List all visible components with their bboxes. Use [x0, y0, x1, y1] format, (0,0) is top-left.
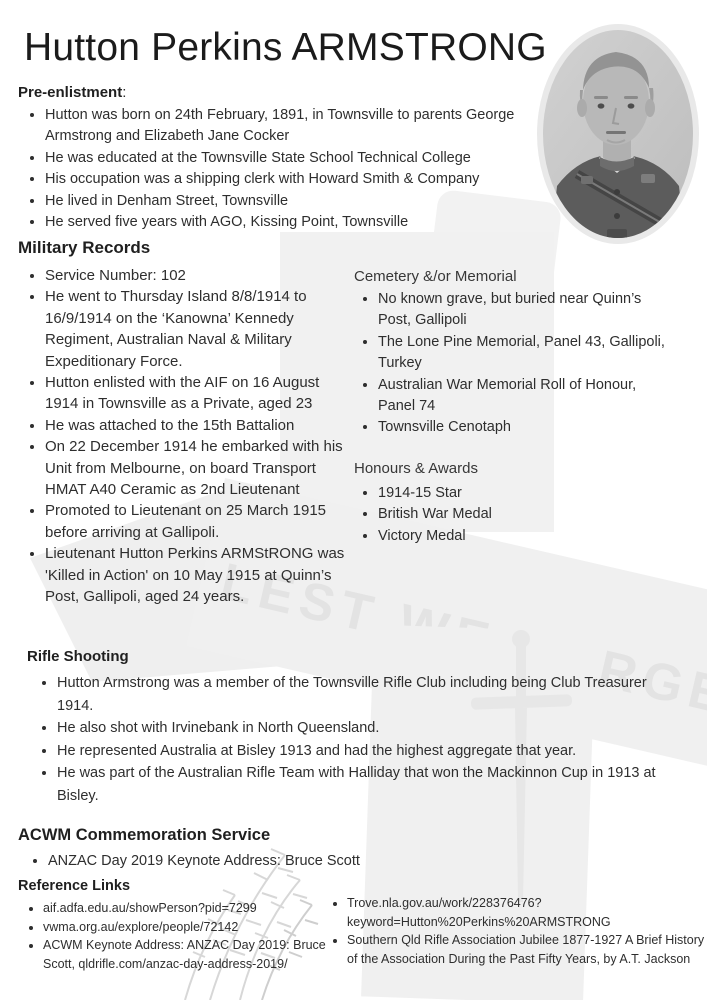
list-item: • Townsville Cenotaph	[378, 417, 670, 438]
list-item: • Promoted to Lieutenant on 25 March 1915 before arriving at Gallipoli.	[45, 500, 348, 543]
list-item: • He went to Thursday Island 8/8/1914 to 16/9/1914 on the ‘Kanowna’ Kennedy Regiment, Australian Naval & Military Expeditionary Force.	[45, 286, 348, 372]
list-item: • He served five years with AGO, Kissing Point, Townsville	[45, 212, 515, 233]
acwm-list	[18, 851, 668, 872]
reference-link: • Trove.nla.gov.au/work/228376476?keyword=Hutton%20Perkins%20ARMSTRONG	[347, 894, 705, 931]
cemetery-list	[354, 289, 670, 439]
list-item: • He was educated at the Townsville State School Technical College	[45, 148, 515, 169]
pre-enlistment-list	[18, 105, 515, 233]
reference-links-right-column	[330, 894, 705, 968]
reference-link: • vwma.org.au/explore/people/72142	[43, 918, 335, 937]
list-item: • He was attached to the 15th Battalion	[45, 415, 348, 436]
list-item: • His occupation was a shipping clerk with Howard Smith & Company	[45, 169, 515, 190]
list-item: • Hutton Armstrong was a member of the Townsville Rifle Club including being Club Treasurer 1914.	[57, 672, 665, 717]
reference-links-list-right	[330, 894, 705, 968]
military-records-heading: Military Records	[18, 238, 151, 257]
reference-links-list-left	[18, 899, 335, 973]
section-reference-links	[18, 878, 335, 973]
list-item: • Victory Medal	[378, 526, 670, 547]
honours-list	[354, 483, 670, 547]
list-item: • Australian War Memorial Roll of Honour, Panel 74	[378, 375, 670, 418]
pre-enlistment-heading: Pre-enlistment:	[18, 84, 127, 101]
section-rifle-shooting	[27, 648, 665, 807]
military-records-list	[18, 265, 348, 608]
list-item: • Hutton enlisted with the AIF on 16 August 1914 in Townsville as a Private, aged 23	[45, 372, 348, 415]
rifle-shooting-heading: Rifle Shooting	[27, 648, 129, 665]
list-item: • British War Medal	[378, 504, 670, 525]
list-item: • He also shot with Irvinebank in North Queensland.	[57, 717, 665, 740]
reference-link: • ACWM Keynote Address: ANZAC Day 2019: Bruce Scott, qldrifle.com/anzac-day-address-2019/	[43, 936, 335, 973]
reference-link: • aif.adfa.edu.au/showPerson?pid=7299	[43, 899, 335, 918]
rifle-shooting-list	[27, 672, 665, 807]
page-title: Hutton Perkins ARMSTRONG	[24, 26, 547, 69]
acwm-heading: ACWM Commemoration Service	[18, 826, 271, 844]
list-item: • He was part of the Australian Rifle Team with Halliday that won the Mackinnon Cup in 1913 at Bisley.	[57, 762, 665, 807]
list-item: • No known grave, but buried near Quinn’s Post, Gallipoli	[378, 289, 670, 332]
list-item: • Hutton was born on 24th February, 1891, in Townsville to parents George Armstrong and Elizabeth Jane Cocker	[45, 105, 515, 148]
list-item: • Service Number: 102	[45, 265, 348, 286]
honours-heading: Honours & Awards	[354, 460, 478, 477]
section-military-records	[18, 238, 348, 608]
section-cemetery-memorial	[354, 268, 670, 439]
list-item: • He represented Australia at Bisley 1913 and had the highest aggregate that year.	[57, 740, 665, 763]
cemetery-heading: Cemetery &/or Memorial	[354, 268, 517, 285]
section-acwm-service	[18, 826, 668, 872]
reference-link: • Southern Qld Rifle Association Jubilee 1877-1927 A Brief History of the Association During the Past Fifty Years, by A.T. Jackson	[347, 931, 705, 968]
list-item: • The Lone Pine Memorial, Panel 43, Gallipoli, Turkey	[378, 332, 670, 375]
list-item: • ANZAC Day 2019 Keynote Address: Bruce Scott	[48, 851, 668, 872]
list-item: • On 22 December 1914 he embarked with his Unit from Melbourne, on board Transport HMAT A40 Ceramic as 2nd Lieutenant	[45, 436, 348, 500]
section-honours-awards	[354, 460, 670, 547]
reference-links-heading: Reference Links	[18, 878, 131, 894]
list-item: • Lieutenant Hutton Perkins ARMStRONG was 'Killed in Action' on 10 May 1915 at Quinn’s Post, Gallipoli, aged 24 years.	[45, 543, 348, 607]
section-pre-enlistment	[18, 84, 515, 233]
list-item: • He lived in Denham Street, Townsville	[45, 191, 515, 212]
list-item: • 1914-15 Star	[378, 483, 670, 504]
lest-we-forget-inscription: LEST FORGET	[215, 552, 707, 736]
